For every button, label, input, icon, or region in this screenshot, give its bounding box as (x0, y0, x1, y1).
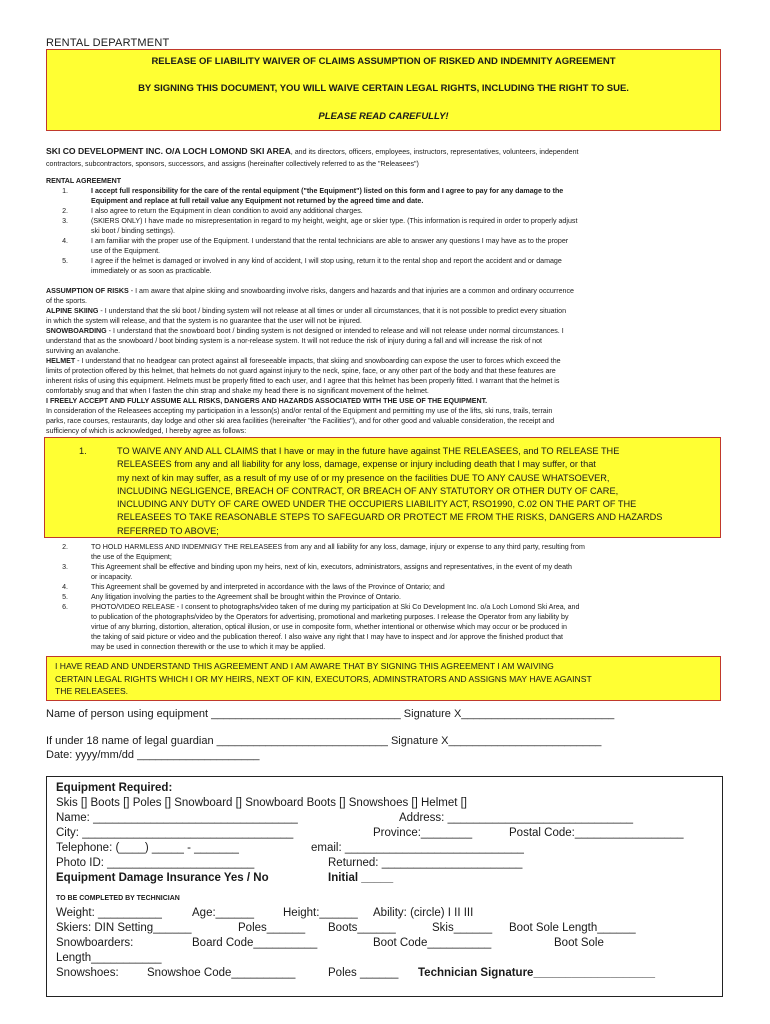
acknowledgement-box (46, 656, 721, 701)
boots-field[interactable]: Boots______ (328, 922, 396, 934)
clause-line: the taking of said picture or video and the publication thereof. I also waive any right that I may have to inspect and /or approve the finished product that (91, 633, 564, 641)
intro-text-1: , and its directors, officers, employees, instructors, representatives, volunteers, independent (290, 148, 579, 156)
clause-number: 6. (62, 603, 68, 611)
rental-item-4-line: I am familiar with the proper use of the Equipment. I understand that the rental technicians are able to answer any questions I may have as to the proper (91, 237, 569, 245)
technician-heading: TO BE COMPLETED BY TECHNICIAN (56, 895, 180, 902)
clause-line: or incapacity. (91, 573, 133, 581)
equipment-title: Equipment Required: (56, 782, 173, 794)
boot-code-field[interactable]: Boot Code__________ (373, 937, 492, 949)
snowboarding-text: - I understand that the snowboard boot / binding system is not designed or intended to release and will not release under normal circumstances. I (106, 327, 564, 335)
clause-line: This Agreement shall be effective and binding upon my heirs, next of kin, executors, administrators, assigns and representatives, in the event of my death (91, 563, 572, 571)
board-code-field[interactable]: Board Code__________ (192, 937, 318, 949)
rental-item-number: 5. (62, 257, 68, 265)
boot-sole-label: Boot Sole (554, 937, 604, 949)
length-field[interactable]: Length___________ (56, 952, 162, 964)
technician-signature-field[interactable]: Technician Signature___________________ (418, 967, 655, 979)
postal-code-field[interactable]: Postal Code:_________________ (509, 827, 684, 839)
assumption-text: of the sports. (46, 297, 88, 305)
helmet-text: inherent risks of using this equipment. Helmets must be properly fitted to each user, and I agree that this helmet has been properly fitted. I warrant that the helmet is (46, 377, 560, 385)
helmet-text: limits of protection offered by this helmet, that helmets do not guard against injury to the neck, spine, face, or any other part of the body and that these features are (46, 367, 556, 375)
equipment-checkboxes[interactable]: Skis [] Boots [] Poles [] Snowboard [] Snowboard Boots [] Snowshoes [] Helmet [] (56, 797, 468, 809)
age-field[interactable]: Age:______ (192, 907, 255, 919)
rental-heading: RENTAL AGREEMENT (46, 177, 122, 185)
acknowledgement-line: CERTAIN LEGAL RIGHTS WHICH I OR MY HEIRS, NEXT OF KIN, EXECUTORS, ADMINSTRATORS AND ASSIGNS MAY HAVE AGAINST (55, 673, 592, 684)
rental-item-1-line: I accept full responsibility for the care of the rental equipment ("the Equipment") listed on this form and I agree to pay for any damage to the (91, 187, 564, 195)
rental-item-5-line: I agree if the helmet is damaged or involved in any kind of accident, I will stop using, return it to the rental shop and report the accident and or damage (91, 257, 562, 265)
read-carefully: PLEASE READ CAREFULLY! (318, 111, 449, 122)
waiver-box (44, 437, 721, 538)
alpine-text: - I understand that the ski boot / binding system will not release at all times or under all circumstances, that it is not possible to predict every situation (98, 307, 567, 315)
header-box (46, 49, 721, 131)
waiver-line: INCLUDING NEGLIGENCE, BREACH OF CONTRACT, OR BREACH OF ANY STATUTORY OR OTHER DUTY OF CARE, (117, 485, 619, 496)
rental-item-2-line: I also agree to return the Equipment in clean condition to avoid any additional charges. (91, 207, 363, 215)
rental-item-1-line: Equipment and replace at full retail value any Equipment not returned by the agreed time and date. (91, 197, 424, 205)
helmet-text: comfortably snug and that when I fasten the chin strap and shake my head there is no significant movement of the helmet. (46, 387, 429, 395)
ability-field[interactable]: Ability: (circle) I II III (373, 907, 474, 919)
waiver-number: 1. (79, 446, 87, 456)
snowboarding-text: surviving an avalanche. (46, 347, 121, 355)
skis-field[interactable]: Skis______ (432, 922, 493, 934)
insurance-choice[interactable]: Equipment Damage Insurance Yes / No (56, 872, 269, 884)
acknowledgement-line: I HAVE READ AND UNDERSTAND THIS AGREEMENT AND I AM AWARE THAT BY SIGNING THIS AGREEMENT I AM WAIVING (55, 661, 554, 671)
equipment-box (46, 776, 723, 997)
clause-number: 3. (62, 563, 68, 571)
clause-number: 5. (62, 593, 68, 601)
rental-item-3-line: ski boot / binding settings). (91, 227, 175, 235)
din-setting-field[interactable]: Skiers: DIN Setting______ (56, 922, 192, 934)
clause-line: PHOTO/VIDEO RELEASE - I consent to photographs/video taken of me during my participation at Ski Co Development Inc. o/a Loch Lomond Ski Area, and (91, 603, 580, 611)
clause-line: Any litigation involving the parties to the Agreement shall be brought within the Province of Ontario. (91, 593, 401, 601)
snowshoe-code-field[interactable]: Snowshoe Code__________ (147, 967, 296, 979)
rental-list (46, 186, 726, 276)
assumption-label: ASSUMPTION OF RISKS (46, 287, 129, 295)
snowboarding-text: understand that as the snowboard / boot binding system is a nor-release system. It will not reduce the risk of injury during a fall and will increase the risk of not (46, 337, 543, 345)
snowboarders-label: Snowboarders: (56, 937, 134, 949)
legal-warning: BY SIGNING THIS DOCUMENT, YOU WILL WAIVE CERTAIN LEGAL RIGHTS, INCLUDING THE RIGHT TO SUE. (138, 83, 629, 94)
waiver-line: RELEASEES TO TAKE REASONABLE STEPS TO SAFEGUARD OR PROTECT ME FROM THE RISKS, DANGERS AND HAZARDS (117, 512, 663, 523)
waiver-line: RELEASEES from any and all liability for any loss, damage, expense or injury including death that I may suffer, or that (117, 459, 596, 470)
clause-line: the use of the Equipment; (91, 553, 172, 561)
photo-id-field[interactable]: Photo ID: _______________________ (56, 857, 255, 869)
participant-signature-line[interactable]: Name of person using equipment _______________________________ Signature X_________________________ (46, 708, 615, 720)
weight-field[interactable]: Weight: __________ (56, 907, 162, 919)
consideration-text: sufficiency of which is acknowledged, I hereby agree as follows: (46, 427, 247, 435)
province-field[interactable]: Province:________ (373, 827, 473, 839)
alpine-label: ALPINE SKIING (46, 307, 99, 315)
rental-item-number: 2. (62, 207, 68, 215)
clause-number: 2. (62, 543, 68, 551)
waiver-text (117, 445, 712, 538)
clauses-list (46, 542, 726, 652)
guardian-signature-line[interactable]: If under 18 name of legal guardian ____________________________ Signature X_________________________ (46, 735, 602, 747)
helmet-text: - I understand that no headgear can protect against all foreseeable impacts, that skiing and snowboarding can expose the user to forces which exceed the (75, 357, 561, 365)
name-field[interactable]: Name: ________________________________ (56, 812, 298, 824)
agreement-title: RELEASE OF LIABILITY WAIVER OF CLAIMS ASSUMPTION OF RISKED AND INDEMNITY AGREEMENT (151, 56, 616, 67)
clause-number: 4. (62, 583, 68, 591)
clause-line: This Agreement shall be governed by and interpreted in accordance with the laws of the Province of Ontario; and (91, 583, 445, 591)
poles-field[interactable]: Poles______ (238, 922, 306, 934)
clause-line: TO HOLD HARMLESS AND INDEMNIGY THE RELEASEES from any and all liability for any loss, damage, injury or expense to any third party, resulting from (91, 543, 585, 551)
rental-item-number: 3. (62, 217, 68, 225)
assumption-text: - I am aware that alpine skiing and snowboarding involve risks, dangers and hazards and that injuries are a common and ordinary occurrence (128, 287, 574, 295)
rental-item-5-line: immediately or as soon as practicable. (91, 267, 212, 275)
waiver-line: INCLUDING ANY DUTY OF CARE OWED UNDER THE OCCUPIERS LIABILITY ACT, RSO1990, C.02 ON THE PART OF THE (117, 499, 637, 510)
rental-item-4-line: use of the Equipment. (91, 247, 161, 255)
helmet-label: HELMET (46, 357, 76, 365)
snowshoe-poles-field[interactable]: Poles ______ (328, 967, 399, 979)
intro-paragraph (46, 146, 726, 169)
consideration-text: In consideration of the Releasees accepting my participation in a lesson(s) and/or rental of the Equipment and permitting my use of the lifts, ski runs, trails, terrain (46, 407, 553, 415)
rental-item-number: 4. (62, 237, 68, 245)
waiver-line: my next of kin may suffer, as a result of my use of or my presence on the facilities DUE TO ANY CAUSE WHATSOEVER, (117, 472, 610, 483)
clause-line: virtue of any blurring, distortion, alteration, optical illusion, or use in composite form, whether intentional or otherwise which may occur or be produced in (91, 623, 567, 631)
address-field[interactable]: Address: _____________________________ (399, 812, 634, 824)
snowshoes-label: Snowshoes: (56, 967, 119, 979)
telephone-field[interactable]: Telephone: (____) _____ - _______ (56, 842, 239, 854)
consideration-text: parks, race courses, restaurants, day lodge and other ski area facilities (hereinafter "the Facilities"), and for other good and valuable consideration, the receipt and (46, 417, 555, 425)
waiver-line: REFERRED TO ABOVE; (117, 525, 219, 536)
alpine-text: in which the system will release, and that the system is no guarantee that the user will not be injured. (46, 317, 362, 325)
rental-item-3-line: (SKIERS ONLY) I have made no misrepresentation in regard to my height, weight, age or skier type. (This information is required in order to properly adjust (91, 217, 578, 225)
returned-field[interactable]: Returned: ______________________ (328, 857, 523, 869)
date-line[interactable]: Date: yyyy/mm/dd ____________________ (46, 749, 260, 761)
boot-sole-length-field[interactable]: Boot Sole Length______ (509, 922, 636, 934)
department-label: RENTAL DEPARTMENT (46, 37, 170, 49)
initial-field[interactable]: Initial _____ (328, 872, 394, 884)
risks-section (46, 286, 726, 436)
city-field[interactable]: City: _________________________________ (56, 827, 294, 839)
acknowledgement-line: THE RELEASEES. (55, 686, 129, 696)
accept-risks-statement: I FREELY ACCEPT AND FULLY ASSUME ALL RISKS, DANGERS AND HAZARDS ASSOCIATED WITH THE USE OF THE EQUIPMENT. (46, 397, 488, 405)
height-field[interactable]: Height:______ (283, 907, 358, 919)
company-name: SKI CO DEVELOPMENT INC. O/A LOCH LOMOND SKI AREA (46, 146, 291, 156)
intro-text-2: contractors, subcontractors, sponsors, successors, and assigns (hereinafter collectively referred to as the "Releasees") (46, 160, 419, 168)
rental-item-number: 1. (62, 187, 68, 195)
waiver-line: TO WAIVE ANY AND ALL CLAIMS that I have or may in the future have against THE RELEASEES, and TO RELEASE THE (117, 446, 620, 456)
snowboarding-label: SNOWBOARDING (46, 327, 107, 335)
clause-line: may be used in connection therewith or the use to which it may be applied. (91, 643, 326, 651)
clause-line: to publication of the photographs/video by the Operators for advertising, promotional and marketing purposes. I release the Operator from any liability by (91, 613, 569, 621)
email-field[interactable]: email: ____________________________ (311, 842, 524, 854)
